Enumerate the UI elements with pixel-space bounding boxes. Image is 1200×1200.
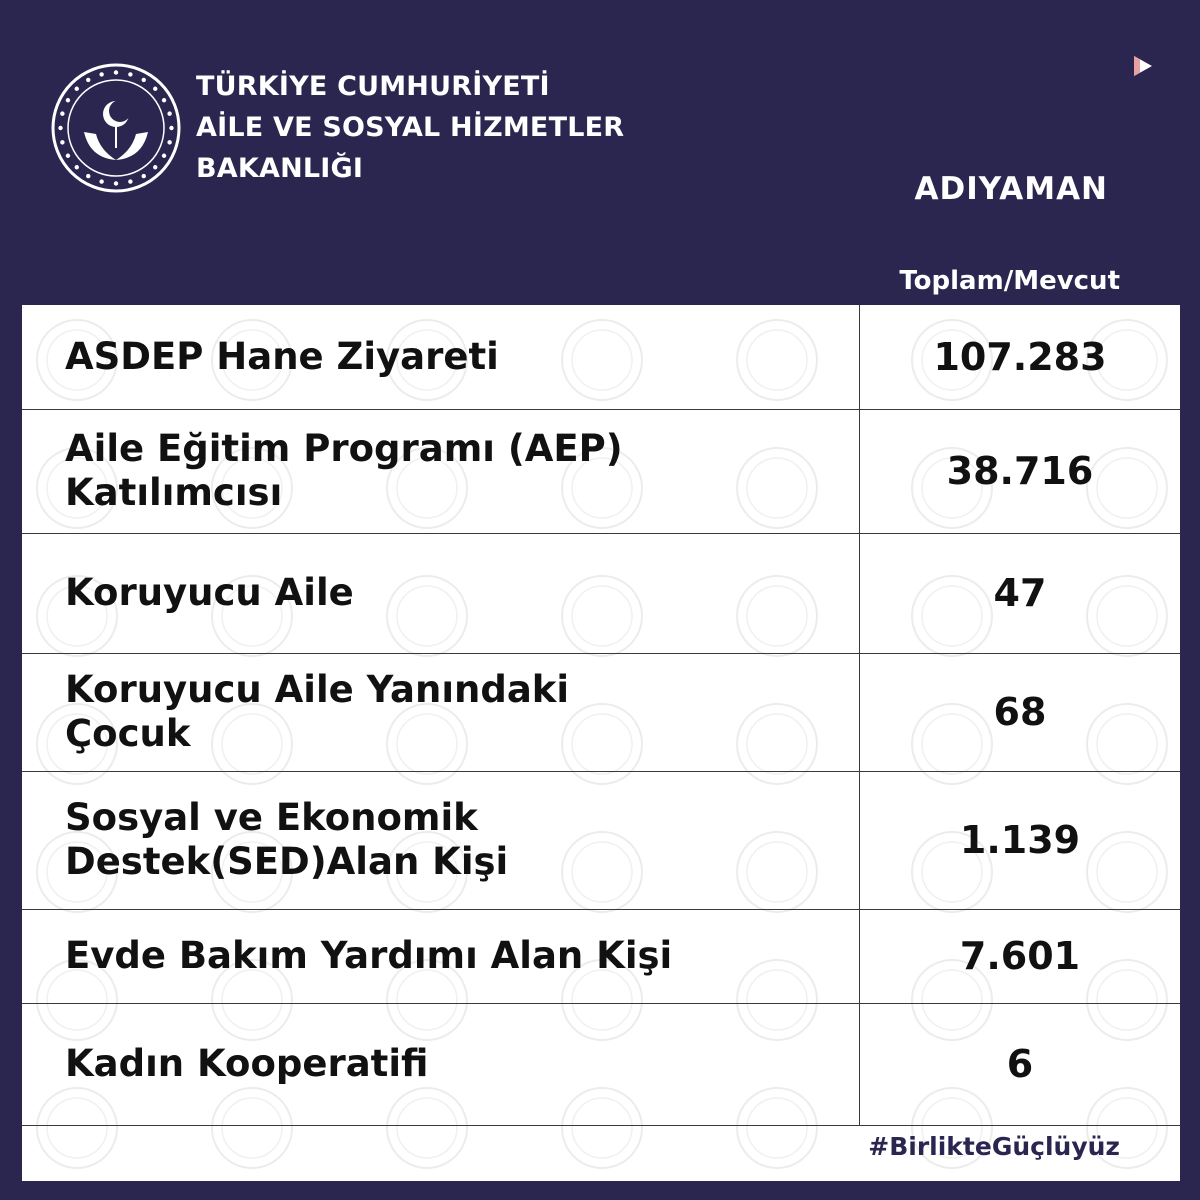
seal-star bbox=[153, 87, 157, 91]
seal-star bbox=[99, 179, 103, 183]
seal-star bbox=[114, 181, 118, 185]
seal-star bbox=[162, 98, 166, 102]
row-label-line: Katılımcısı bbox=[65, 471, 283, 514]
seal-star bbox=[75, 165, 79, 169]
play-icon[interactable] bbox=[1130, 53, 1156, 79]
seal-star bbox=[153, 165, 157, 169]
row-label-line: Koruyucu Aile Yanındaki bbox=[65, 668, 570, 711]
row-label bbox=[22, 653, 860, 771]
row-label-line: ASDEP Hane Ziyareti bbox=[65, 334, 499, 378]
row-value: 38.716 bbox=[860, 409, 1181, 533]
city-title: ADIYAMAN bbox=[914, 171, 1108, 207]
row-label-line: Destek(SED)Alan Kişi bbox=[65, 840, 509, 883]
row-label-line: Aile Eğitim Programı (AEP) bbox=[65, 427, 623, 470]
ministry-line-3: BAKANLIĞI bbox=[196, 153, 364, 184]
table-row bbox=[22, 909, 1180, 1003]
row-label bbox=[22, 1003, 860, 1125]
table-row bbox=[22, 1003, 1180, 1125]
row-label bbox=[22, 771, 860, 909]
table-row bbox=[22, 653, 1180, 771]
row-label-line: Sosyal ve Ekonomik bbox=[65, 796, 478, 839]
row-label-line: Kadın Kooperatifi bbox=[65, 1042, 429, 1085]
seal-star bbox=[142, 78, 146, 82]
table-row bbox=[22, 533, 1180, 653]
row-label-line: Koruyucu Aile bbox=[65, 571, 354, 614]
column-header: Toplam/Mevcut bbox=[899, 266, 1120, 296]
seal-star bbox=[75, 87, 79, 91]
row-value: 107.283 bbox=[860, 305, 1181, 409]
table-row bbox=[22, 409, 1180, 533]
row-label bbox=[22, 909, 860, 1003]
ministry-line-1: TÜRKİYE CUMHURİYETİ bbox=[196, 71, 550, 102]
row-label bbox=[22, 533, 860, 653]
row-value: 47 bbox=[860, 533, 1181, 653]
seal-star bbox=[66, 98, 70, 102]
seal-star bbox=[86, 78, 90, 82]
seal-star bbox=[128, 179, 132, 183]
row-label bbox=[22, 305, 860, 409]
row-value: 1.139 bbox=[860, 771, 1181, 909]
stats-card bbox=[22, 305, 1180, 1181]
hashtag: #BirlikteGüçlüyüz bbox=[868, 1132, 1120, 1161]
seal-star bbox=[60, 111, 64, 115]
row-label-line: Evde Bakım Yardımı Alan Kişi bbox=[65, 934, 673, 977]
seal-star bbox=[167, 140, 171, 144]
ministry-name bbox=[196, 66, 624, 189]
seal-star bbox=[162, 154, 166, 158]
row-value: 7.601 bbox=[860, 909, 1181, 1003]
table-row bbox=[22, 305, 1180, 409]
ministry-seal-icon bbox=[50, 62, 182, 194]
seal-star bbox=[58, 126, 62, 130]
seal-star bbox=[114, 70, 118, 74]
seal-star bbox=[167, 111, 171, 115]
stats-table bbox=[22, 305, 1180, 1126]
table-row bbox=[22, 771, 1180, 909]
seal-star bbox=[86, 174, 90, 178]
seal-star bbox=[99, 72, 103, 76]
row-value: 68 bbox=[860, 653, 1181, 771]
row-label bbox=[22, 409, 860, 533]
row-value: 6 bbox=[860, 1003, 1181, 1125]
ministry-line-2: AİLE VE SOSYAL HİZMETLER bbox=[196, 112, 625, 143]
seal-star bbox=[142, 174, 146, 178]
row-label-line: Çocuk bbox=[65, 712, 191, 755]
seal-star bbox=[60, 140, 64, 144]
seal-star bbox=[66, 154, 70, 158]
seal-star bbox=[169, 126, 173, 130]
seal-star bbox=[128, 72, 132, 76]
